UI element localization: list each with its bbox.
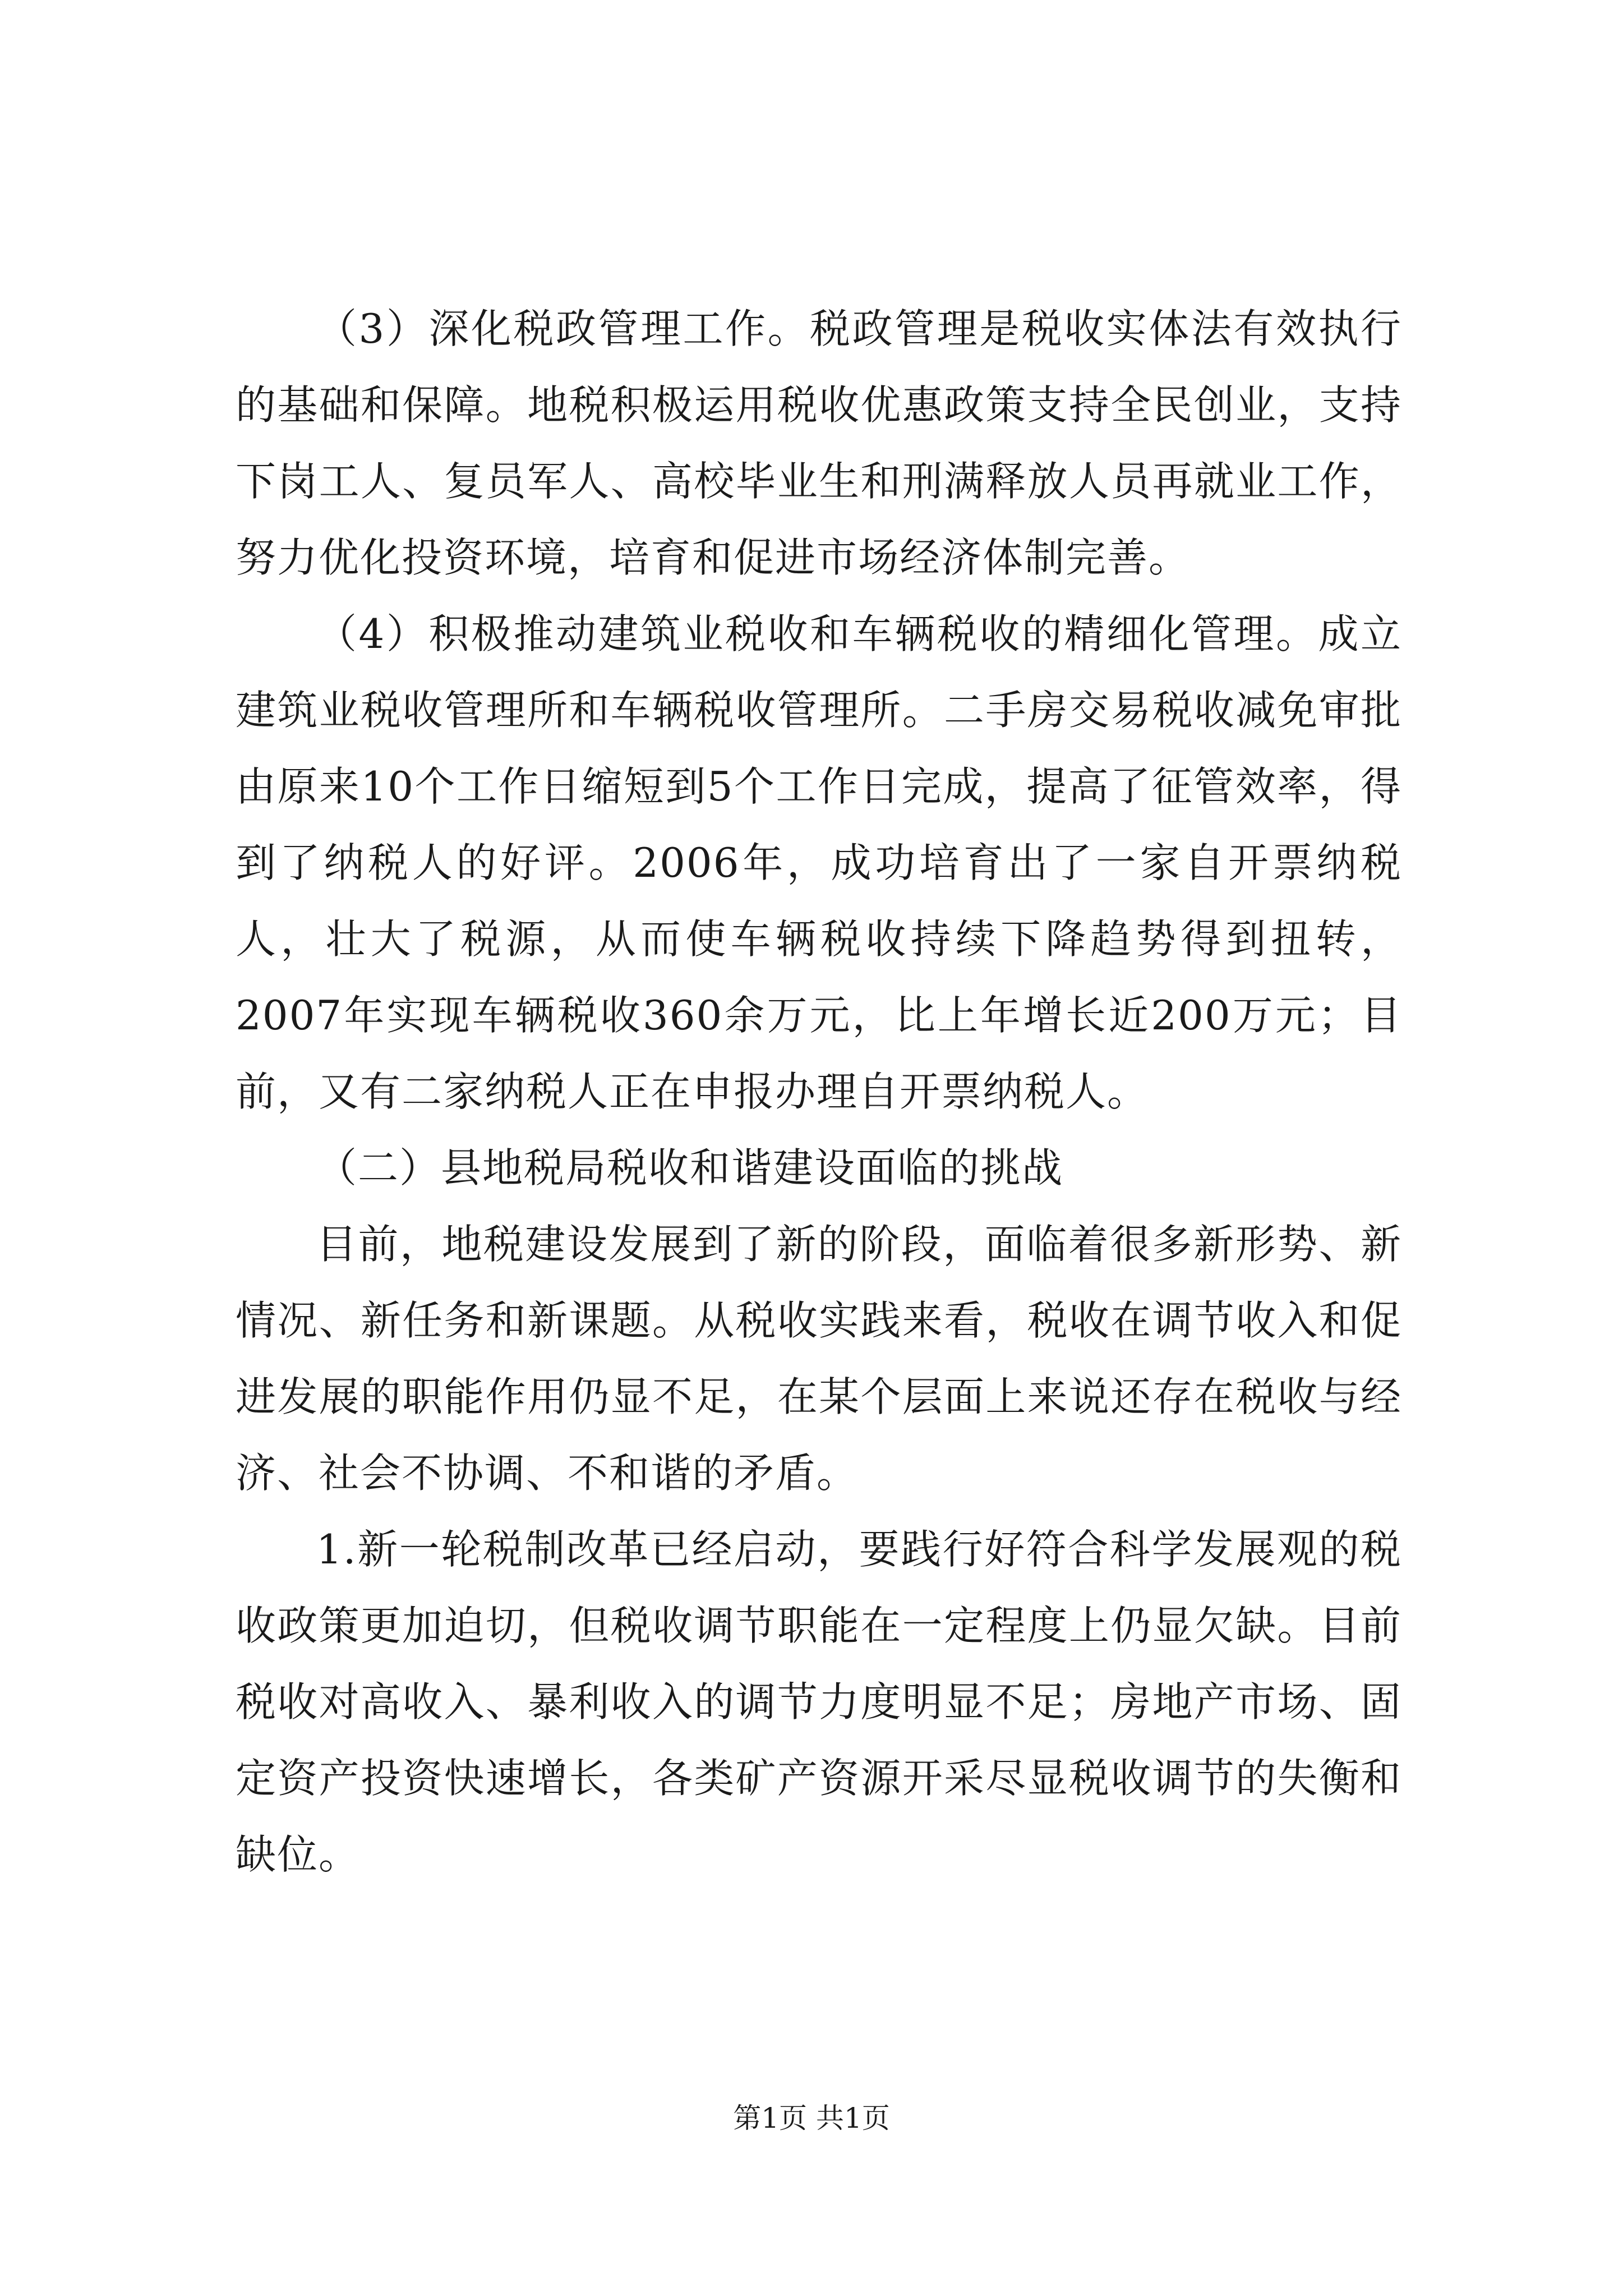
paragraph-tax-administration: （3）深化税政管理工作。税政管理是税收实体法有效执行的基础和保障。地税积极运用税收优惠政策支持全民创业，支持下岗工人、复员军人、高校毕业生和刑满释放人员再就业工作，努力优化投资环境，培育和促进市场经济体制完善。	[236, 305, 1402, 581]
paragraph-current-situation: 目前，地税建设发展到了新的阶段，面临着很多新形势、新情况、新任务和新课题。从税收实践来看，税收在调节收入和促进发展的职能作用仍显不足，在某个层面上来说还存在税收与经济、社会不协调、不和谐的矛盾。	[236, 1221, 1402, 1497]
section-heading-challenges: （二）县地税局税收和谐建设面临的挑战	[316, 1144, 1064, 1191]
page-footer: 第1页 共1页	[733, 2102, 890, 2134]
paragraph-tax-reform: 1.新一轮税制改革已经启动，要践行好符合科学发展观的税收政策更加迫切，但税收调节职能在一定程度上仍显欠缺。目前税收对高收入、暴利收入的调节力度明显不足；房地产市场、固定资产投资快速增长，各类矿产资源开采尽显税收调节的失衡和缺位。	[236, 1526, 1402, 1878]
paragraph-construction-vehicle-tax: （4）积极推动建筑业税收和车辆税收的精细化管理。成立建筑业税收管理所和车辆税收管理所。二手房交易税收减免审批由原来10个工作日缩短到5个工作日完成，提高了征管效率，得到了纳税人的好评。2006年，成功培育出了一家自开票纳税人，壮大了税源，从而使车辆税收持续下降趋势得到扭转，2007年实现车辆税收360余万元，比上年增长近200万元；目前，又有二家纳税人正在申报办理自开票纳税人。	[236, 610, 1402, 1115]
document-body	[236, 291, 1402, 1893]
